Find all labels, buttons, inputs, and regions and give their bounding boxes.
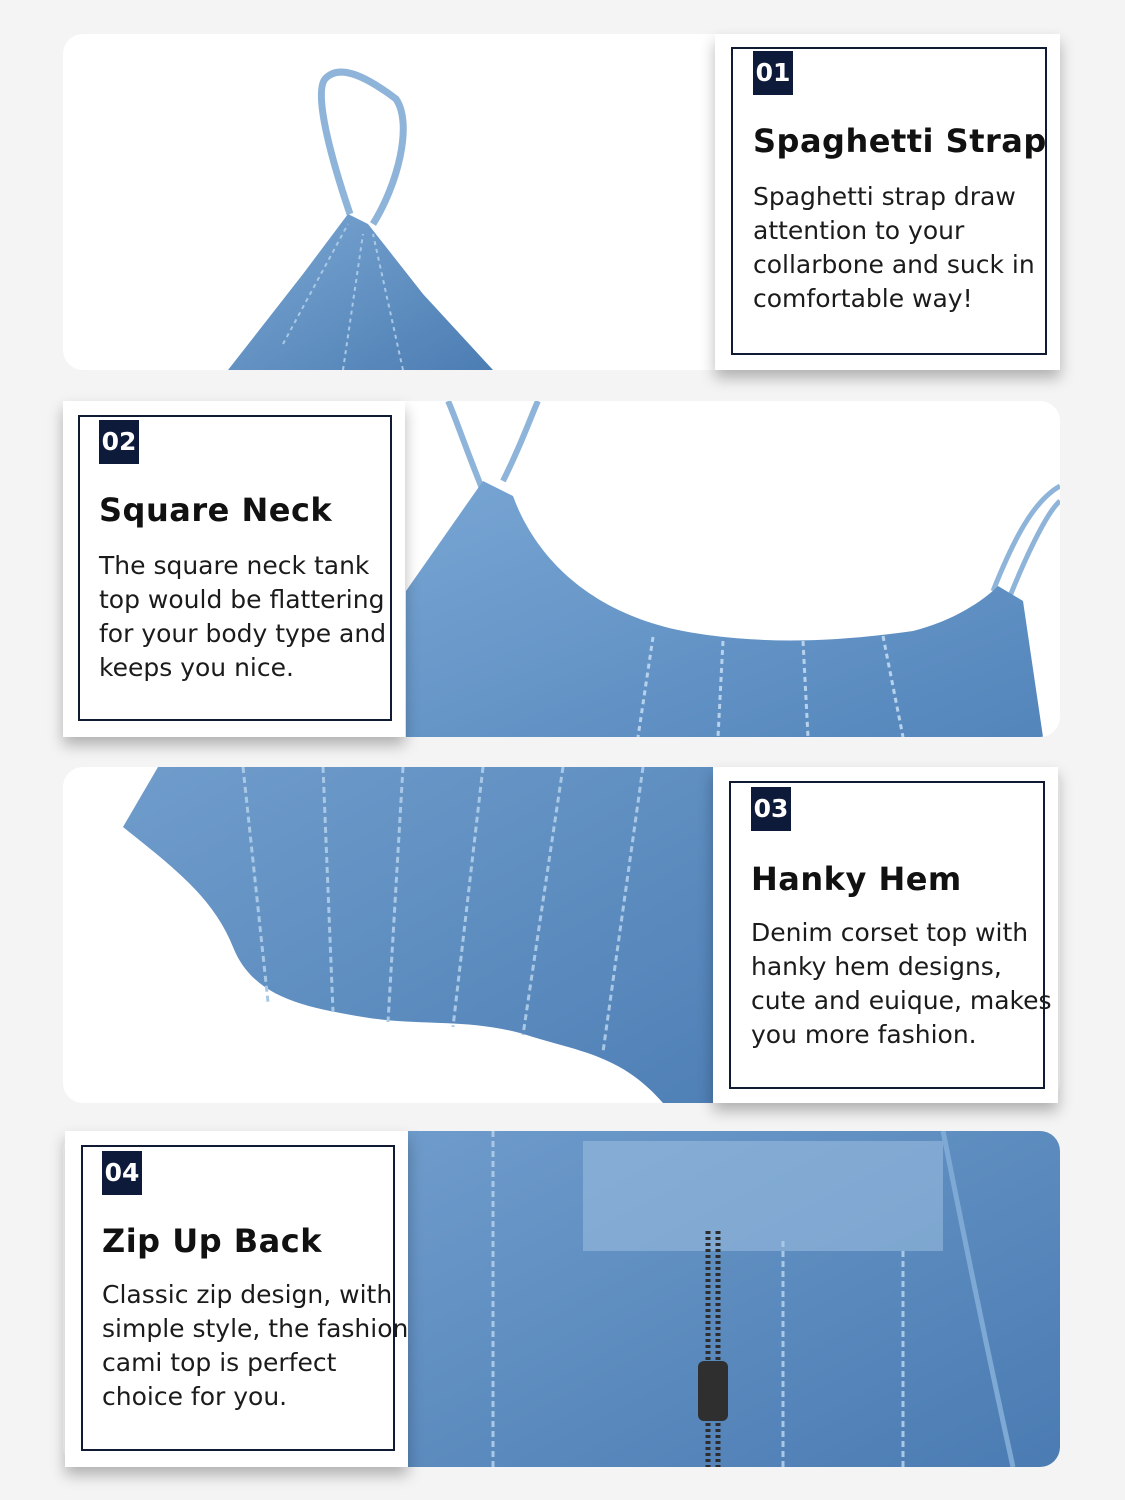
feature-number-badge: 01	[753, 51, 793, 95]
feature-card-2	[63, 401, 405, 737]
feature-description: Classic zip design, with simple style, the fashion cami top is perfect choice for you.	[102, 1280, 409, 1411]
feature-number-badge: 03	[751, 787, 791, 831]
feature-title: Hanky Hem	[751, 860, 962, 898]
feature-card-3	[713, 767, 1058, 1103]
feature-title: Spaghetti Strap	[753, 122, 1047, 160]
feature-card-1	[715, 34, 1060, 370]
feature-description: Denim corset top with hanky hem designs, cute and euique, makes you more fashion.	[751, 918, 1052, 1049]
feature-number-badge: 02	[99, 420, 139, 464]
feature-title: Zip Up Back	[102, 1222, 322, 1260]
feature-description: Spaghetti strap draw attention to your collarbone and suck in comfortable way!	[753, 182, 1035, 313]
feature-description: The square neck tank top would be flattering for your body type and keeps you nice.	[99, 551, 387, 682]
feature-title: Square Neck	[99, 491, 333, 529]
feature-card-4	[65, 1131, 408, 1467]
feature-number-badge: 04	[102, 1151, 142, 1195]
